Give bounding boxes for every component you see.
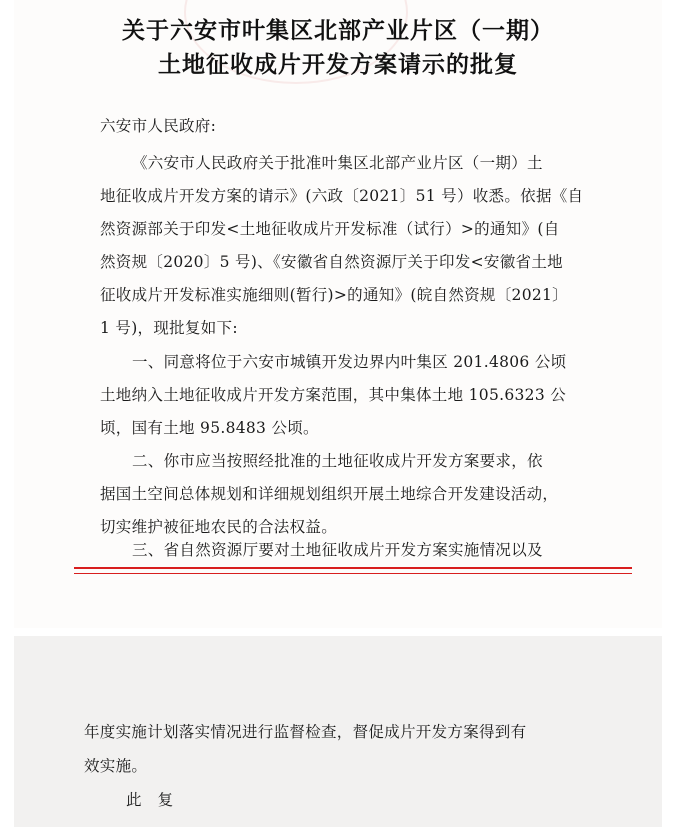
paragraph-line: 地征收成片开发方案的请示》(六政〔2021〕51 号）收悉。依据《自 bbox=[100, 187, 584, 205]
item-2-line: 二、你市应当按照经批准的土地征收成片开发方案要求，依 bbox=[132, 452, 543, 470]
red-rule-thick bbox=[74, 567, 632, 569]
item-1-line: 一、同意将位于六安市城镇开发边界内叶集区 201.4806 公顷 bbox=[132, 353, 567, 371]
document-page-2 bbox=[14, 636, 662, 827]
paragraph-line: 征收成片开发标准实施细则(暂行)>的通知》(皖自然资规〔2021〕 bbox=[100, 286, 568, 304]
item-1-line: 土地纳入土地征收成片开发方案范围，其中集体土地 105.6323 公 bbox=[100, 386, 567, 404]
continuation-line: 效实施。 bbox=[84, 757, 148, 775]
red-rule-thin bbox=[74, 573, 632, 574]
document-title-line-2: 土地征收成片开发方案请示的批复 bbox=[158, 52, 518, 78]
paragraph-line: 然资源部关于印发<土地征收成片开发标准（试行）>的通知》(自 bbox=[100, 220, 560, 238]
item-2-line: 据国土空间总体规划和详细规划组织开展土地综合开发建设活动， bbox=[100, 485, 559, 503]
addressee: 六安市人民政府: bbox=[100, 117, 217, 135]
item-2-line: 切实维护被征地农民的合法权益。 bbox=[100, 518, 338, 536]
paragraph-line: 然资规〔2020〕5 号)、《安徽省自然资源厅关于印发<安徽省土地 bbox=[100, 253, 563, 271]
closing-text: 此 复 bbox=[126, 791, 174, 809]
document-title-line-1: 关于六安市叶集区北部产业片区（一期） bbox=[122, 18, 554, 44]
item-1-line: 顷，国有土地 95.8483 公顷。 bbox=[100, 419, 319, 437]
continuation-line: 年度实施计划落实情况进行监督检查，督促成片开发方案得到有 bbox=[84, 723, 527, 741]
paragraph-line: 《六安市人民政府关于批准叶集区北部产业片区（一期）土 bbox=[132, 154, 543, 172]
paragraph-line: 1 号)，现批复如下: bbox=[100, 319, 238, 337]
item-3-line: 三、省自然资源厅要对土地征收成片开发方案实施情况以及 bbox=[132, 541, 543, 559]
document-page-1 bbox=[14, 0, 662, 628]
